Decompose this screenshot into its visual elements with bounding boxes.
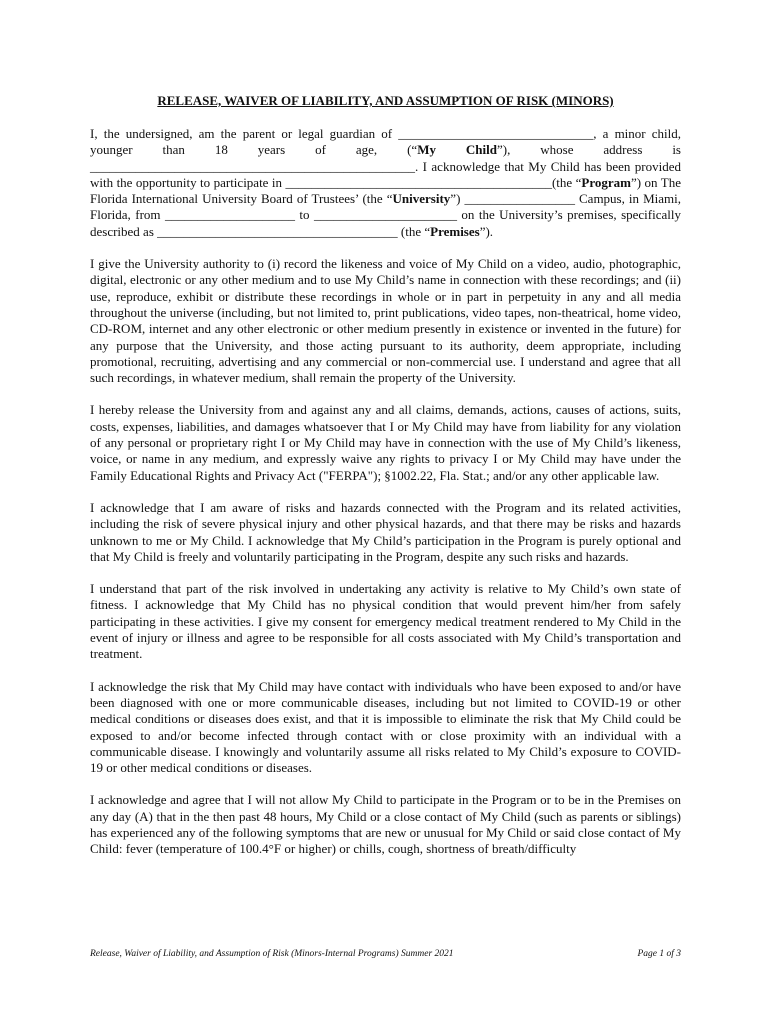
intro-text-run: ”) _________________ Campus, in Miami, Florida, from ____________________ to ______________________ on the University’s premises, specifically described as _____________________________________ (the “ bbox=[90, 191, 681, 239]
paragraph-communicable-disease: I acknowledge the risk that My Child may have contact with individuals who have been exposed to and/or have been diagnosed with one or more communicable diseases, including but not limited to COVID-19 or other medical conditions or diseases does exist, and that it is impossible to eliminate the risk that My Child could be exposed to and/or become infected through contact with or close proximity with an individual with a communicable disease. I knowingly and voluntarily assume all risks related to My Child’s exposure to COVID-19 or other medical conditions or diseases. bbox=[90, 678, 681, 776]
intro-text-run: ”) on The Florida International University Board of Trustees’ (the “ bbox=[90, 174, 681, 207]
paragraph-fitness-medical-consent: I understand that part of the risk involved in undertaking any activity is relative to My Child’s own state of fitness. I acknowledge that My Child has no physical condition that would prevent him/her from safely participating in these activities. I give my consent for emergency medical treatment rendered to My Child in the event of injury or illness and agree to be responsible for all costs associated with My Child’s transportation and treatment. bbox=[90, 581, 681, 662]
footer-document-name: Release, Waiver of Liability, and Assumption of Risk (Minors-Internal Programs) Summer 2021 bbox=[90, 949, 454, 959]
footer-page-number: Page 1 of 3 bbox=[637, 949, 681, 959]
defined-term: My Child bbox=[417, 142, 497, 158]
paragraph-symptom-screening: I acknowledge and agree that I will not allow My Child to participate in the Program or to be in the Premises on any day (A) that in the then past 48 hours, My Child or a close contact of My Child (such as parents or siblings) has experienced any of the following symptoms that are new or unusual for My Child or said close contact of My Child: fever (temperature of 100.4°F or higher) or chills, cough, shortness of breath/difficulty bbox=[90, 792, 681, 857]
document-body bbox=[90, 126, 681, 858]
defined-term: Premises bbox=[430, 223, 480, 239]
intro-text-run: I, the undersigned, am the parent or legal guardian of ______________________________, a minor child, younger than 18 years of age, (“ bbox=[90, 126, 681, 158]
intro-text-run: ”), whose address is __________________________________________________. I acknowledge that My Child has been provided with the opportunity to participate in _________________________________________(the “ bbox=[90, 142, 681, 190]
paragraph-recording-consent: I give the University authority to (i) record the likeness and voice of My Child on a video, audio, photographic, digital, electronic or any other medium and to use My Child’s name in connection with these recordings; and (ii) use, reproduce, exhibit or distribute these recordings in whole or in part in perpetuity in any and all media throughout the universe (including, but not limited to, print publications, video tapes, non-theatrical, home video, CD-ROM, internet and any other electronic or other medium presently in existence or invented in the future) for any purpose that the University, and those acting pursuant to its authority, deem appropriate, including promotional, recruiting, advertising and any commercial or non-commercial use. I understand and agree that all such recordings, in whatever medium, shall remain the property of the University. bbox=[90, 256, 681, 386]
defined-term: Program bbox=[581, 174, 631, 190]
paragraph-privacy-release: I hereby release the University from and against any and all claims, demands, actions, causes of actions, suits, costs, expenses, liabilities, and damages whatsoever that I or My Child may have from liability for any violation of any personal or proprietary right I or My Child may have in connection with the use of My Child’s likeness, voice, or name in any medium, and expressly waive any rights to privacy I or My Child may have under the Family Educational Rights and Privacy Act ("FERPA"); §1002.22, Fla. Stat.; and/or any other applicable law. bbox=[90, 402, 681, 483]
defined-term: University bbox=[392, 191, 451, 207]
document-title: RELEASE, WAIVER OF LIABILITY, AND ASSUMPTION OF RISK (MINORS) bbox=[157, 93, 614, 108]
intro-paragraph bbox=[90, 126, 681, 240]
paragraph-risk-acknowledgement: I acknowledge that I am aware of risks and hazards connected with the Program and its related activities, including the risk of severe physical injury and other physical hazards, and that there may be risks and hazards unknown to me or My Child. I acknowledge that My Child’s participation in the Program is purely optional and that My Child is freely and voluntarily participating in the Program, despite any such risks and hazards. bbox=[90, 499, 681, 564]
intro-text-run: ”). bbox=[479, 223, 494, 239]
